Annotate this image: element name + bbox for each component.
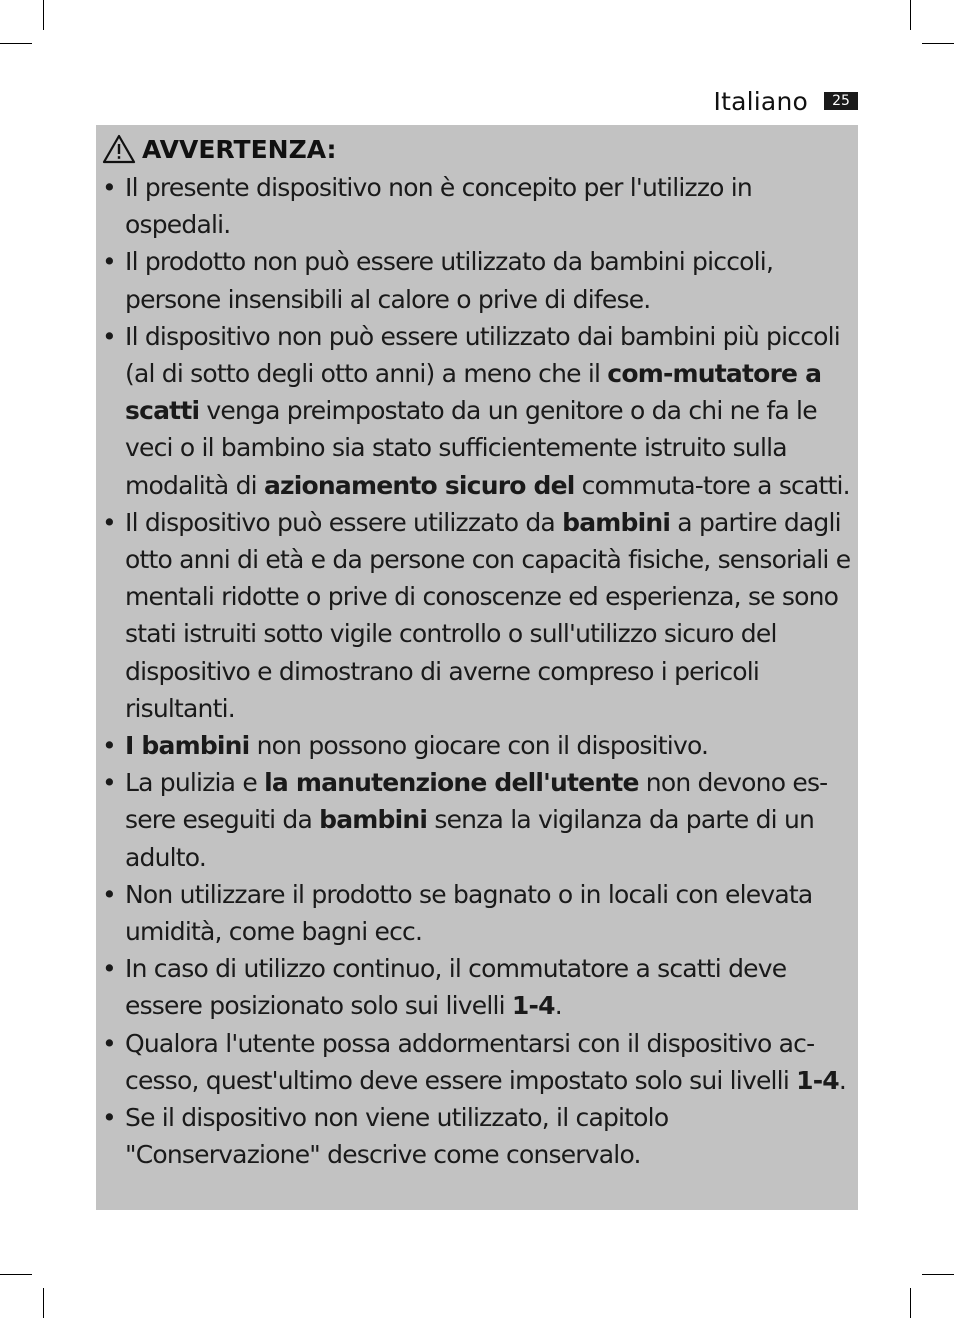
warning-title: AVVERTENZA: [142, 134, 337, 164]
warning-item [102, 950, 852, 1024]
warning-item-emphasis: com-mutatore a scatti [125, 359, 822, 426]
warning-item-emphasis: bambini [319, 805, 428, 835]
warning-item-text: non devono es-sere eseguiti da [125, 768, 828, 835]
warning-item [102, 1099, 852, 1173]
warning-item [102, 243, 852, 317]
crop-mark [910, 0, 911, 30]
warning-list [102, 169, 852, 1173]
crop-mark [922, 1274, 954, 1275]
warning-item-emphasis: 1-4 [511, 991, 555, 1021]
warning-item-text: venga preimpostato da un genitore o da chi ne fa le veci o il bambino sia stato sufficientemente istruito sulla modalità di [125, 396, 817, 500]
bullet-icon: • [102, 321, 116, 351]
page-header [714, 86, 858, 116]
warning-item-emphasis: 1-4 [796, 1065, 839, 1095]
warning-item-text: . [554, 991, 562, 1021]
page-number: 25 [824, 92, 858, 110]
bullet-icon: • [102, 173, 116, 202]
warning-item [102, 1025, 852, 1099]
warning-item [102, 169, 852, 243]
warning-item-text: Se il dispositivo non viene utilizzato, il capitolo "Conservazione" descrive come conservalo. [125, 1103, 669, 1170]
bullet-icon: • [102, 731, 116, 761]
warning-item [102, 876, 852, 950]
crop-mark [43, 0, 44, 30]
bullet-icon: • [102, 247, 116, 277]
warning-item-text: senza la vigilanza da parte di un adulto. [125, 805, 815, 872]
warning-item-text: Non utilizzare il prodotto se bagnato o in locali con elevata umidità, come bagni ecc. [125, 879, 813, 947]
warning-item-text: Il dispositivo non può essere utilizzato dai bambini più piccoli (al di sotto degli otto anni) a meno che il [125, 321, 840, 389]
warning-item-text: Il prodotto non può essere utilizzato da bambini piccoli, persone insensibili al calore o prive di difese. [125, 247, 774, 314]
warning-item-text: Qualora l'utente possa addormentarsi con il dispositivo ac-cesso, quest'ultimo deve essere impostato solo sui livelli [125, 1028, 815, 1095]
warning-item-text: La pulizia e [125, 768, 265, 798]
warning-item-text: non possono giocare con il dispositivo. [249, 731, 709, 761]
warning-item [102, 318, 852, 504]
warning-item-text: Il dispositivo può essere utilizzato da [125, 507, 563, 537]
warning-item-text: In caso di utilizzo continuo, il commutatore a scatti deve essere posizionato solo sui livelli [125, 954, 787, 1021]
crop-mark [0, 43, 32, 44]
bullet-icon: • [102, 879, 116, 909]
warning-item-text: a partire dagli otto anni di età e da persone con capacità fisiche, sensoriali e mentali ridotte o prive di conoscenze ed esperienza, se sono stati istruiti sotto vigile controllo o sull'utilizzo sicuro del dispositivo e dimostrano di averne compreso i pericoli risultanti. [125, 507, 851, 723]
warning-item-text: Il presente dispositivo non è concepito per l'utilizzo in ospedali. [125, 173, 752, 240]
crop-mark [0, 1274, 32, 1275]
warning-item-emphasis: bambini [562, 507, 671, 537]
warning-item-text: commuta-tore a scatti. [574, 470, 850, 500]
bullet-icon: • [102, 954, 116, 984]
warning-triangle-icon [102, 134, 136, 164]
bullet-icon: • [102, 1103, 116, 1133]
warning-item [102, 764, 852, 876]
warning-item [102, 727, 852, 764]
warning-item [102, 504, 852, 727]
crop-mark [922, 43, 954, 44]
warning-box [96, 125, 858, 1210]
bullet-icon: • [102, 768, 116, 798]
bullet-icon: • [102, 507, 116, 537]
bullet-icon: • [102, 1028, 116, 1058]
warning-item-emphasis: la manutenzione dell'utente [264, 768, 639, 798]
crop-mark [43, 1288, 44, 1318]
warning-heading [102, 129, 852, 169]
warning-item-text: . [838, 1065, 847, 1095]
language-label: Italiano [713, 86, 808, 116]
warning-item-emphasis: azionamento sicuro del [263, 470, 575, 500]
warning-item-emphasis: I bambini [125, 731, 250, 761]
crop-mark [910, 1288, 911, 1318]
